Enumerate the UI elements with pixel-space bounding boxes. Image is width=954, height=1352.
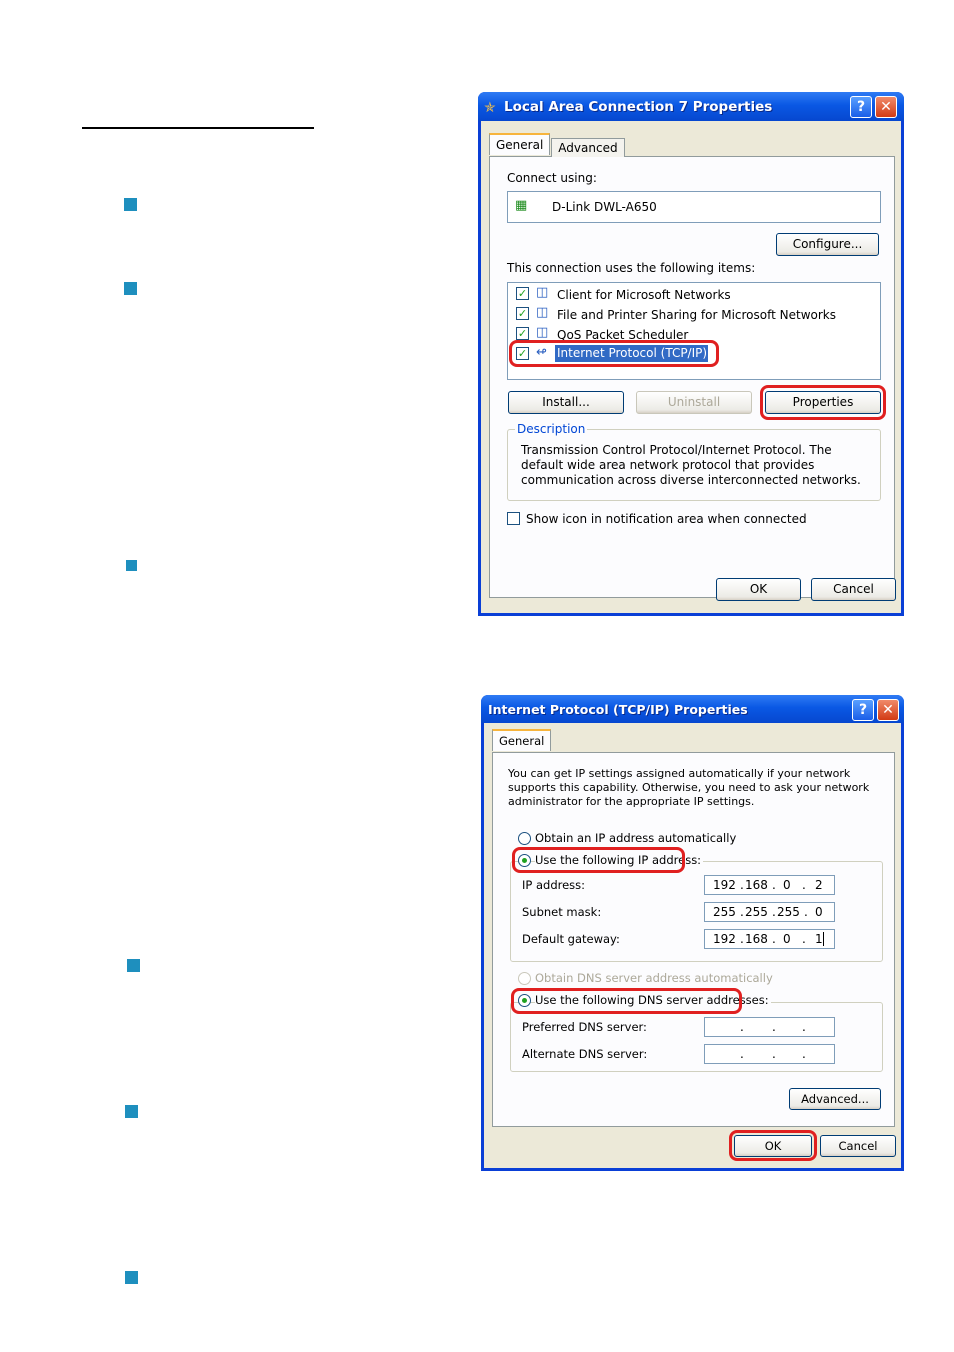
subnet-octet-4: 0	[815, 905, 823, 919]
ip-octet-2: 168	[745, 878, 768, 892]
client-icon: ◫	[536, 285, 549, 300]
service-icon: ◫	[536, 305, 549, 320]
configure-button[interactable]: Configure...	[776, 233, 879, 256]
use-ip-label[interactable]: Use the following IP address:	[535, 853, 702, 867]
obtain-dns-radio	[518, 972, 531, 985]
file-printer-sharing-label[interactable]: File and Printer Sharing for Microsoft Networks	[557, 308, 836, 322]
ok-highlight	[729, 1130, 817, 1161]
network-card-icon: ▦	[515, 198, 528, 213]
default-gateway-input[interactable]: 192 . 168 . 0 . 1	[704, 929, 835, 949]
gateway-octet-2: 168	[745, 932, 768, 946]
preferred-dns-input[interactable]: . . .	[704, 1017, 835, 1037]
tcpip-intro-text: You can get IP settings assigned automatically if your network supports this capability. Otherwise, you need to ask your network administrator for the appropriate IP settings.	[508, 767, 870, 808]
description-title: Description	[517, 422, 586, 436]
subnet-mask-label: Subnet mask:	[522, 905, 602, 919]
protocol-icon: ↫	[536, 345, 547, 360]
bullet-1	[124, 198, 137, 211]
file-printer-sharing-checkbox[interactable]: ✓	[517, 307, 528, 320]
ok-button[interactable]: OK	[716, 578, 801, 601]
gateway-octet-1: 192	[713, 932, 736, 946]
bullet-2	[124, 282, 137, 295]
subnet-octet-2: 255	[745, 905, 768, 919]
install-button[interactable]: Install...	[508, 391, 624, 414]
use-dns-label[interactable]: Use the following DNS server addresses:	[535, 993, 769, 1007]
tab-general[interactable]: General	[489, 133, 550, 155]
properties-button[interactable]: Properties	[765, 391, 881, 414]
tcpip-title-bar[interactable]	[481, 695, 904, 723]
tcpip-client-area	[484, 723, 901, 1168]
obtain-ip-label[interactable]: Obtain an IP address automatically	[535, 831, 737, 845]
subnet-octet-3: 255	[777, 905, 800, 919]
tcpip-properties-window	[481, 695, 904, 1171]
lac-properties-window	[478, 92, 904, 616]
items-label: This connection uses the following items:	[507, 261, 756, 275]
obtain-ip-radio[interactable]	[518, 832, 531, 845]
qos-scheduler-checkbox[interactable]: ✓	[517, 327, 528, 340]
ip-octet-1: 192	[713, 878, 736, 892]
alternate-dns-input[interactable]: . . .	[704, 1044, 835, 1064]
network-connection-icon: ✯	[484, 100, 496, 116]
ip-octet-3: 0	[783, 878, 791, 892]
tcpip-tabs	[492, 732, 552, 751]
tcpip-window-title: Internet Protocol (TCP/IP) Properties	[488, 702, 748, 717]
advanced-button[interactable]: Advanced...	[789, 1088, 881, 1110]
adapter-box	[507, 191, 881, 223]
qos-scheduler-label[interactable]: QoS Packet Scheduler	[557, 328, 689, 342]
use-ip-highlight	[512, 847, 685, 873]
cancel-button[interactable]: Cancel	[820, 1135, 896, 1157]
bullet-3	[126, 560, 137, 571]
text-caret	[823, 932, 824, 946]
tab-general[interactable]: General	[492, 729, 551, 751]
section-rule	[82, 127, 314, 129]
lac-window-title: Local Area Connection 7 Properties	[504, 99, 773, 115]
subnet-octet-1: 255	[713, 905, 736, 919]
tab-advanced[interactable]: Advanced	[551, 138, 624, 157]
bullet-4	[127, 959, 140, 972]
close-button[interactable]: ✕	[875, 96, 897, 118]
cancel-button[interactable]: Cancel	[811, 578, 896, 601]
obtain-dns-label: Obtain DNS server address automatically	[535, 971, 773, 985]
subnet-mask-input[interactable]: 255 . 255 . 255 . 0	[704, 902, 835, 922]
show-icon-label[interactable]: Show icon in notification area when connected	[526, 512, 807, 526]
adapter-name: D-Link DWL-A650	[552, 200, 657, 214]
gateway-octet-3: 0	[783, 932, 791, 946]
alternate-dns-label: Alternate DNS server:	[522, 1047, 648, 1061]
lac-tabs	[489, 136, 626, 157]
close-button[interactable]: ✕	[877, 699, 899, 721]
bullet-5	[125, 1105, 138, 1118]
properties-highlight	[760, 385, 886, 420]
ip-address-label: IP address:	[522, 878, 586, 892]
service-icon: ◫	[536, 325, 549, 340]
tcpip-highlight	[509, 340, 719, 367]
preferred-dns-label: Preferred DNS server:	[522, 1020, 647, 1034]
use-dns-highlight	[511, 988, 742, 1014]
client-ms-networks-checkbox[interactable]: ✓	[517, 287, 528, 300]
description-text: Transmission Control Protocol/Internet Protocol. The default wide area network protocol that provides communication across diverse interconnected networks.	[521, 443, 861, 487]
gateway-octet-4: 1	[815, 932, 823, 946]
connect-using-label: Connect using:	[507, 171, 597, 185]
bullet-6	[125, 1271, 138, 1284]
tcpip-label: Internet Protocol (TCP/IP)	[557, 346, 708, 360]
default-gateway-label: Default gateway:	[522, 932, 620, 946]
lac-title-bar[interactable]	[478, 92, 904, 121]
ok-button[interactable]: OK	[734, 1135, 812, 1157]
client-ms-networks-label[interactable]: Client for Microsoft Networks	[557, 288, 731, 302]
show-icon-checkbox[interactable]	[507, 512, 520, 525]
lac-client-area	[481, 121, 901, 613]
ip-octet-4: 2	[815, 878, 823, 892]
help-button[interactable]: ?	[850, 96, 872, 118]
help-button[interactable]: ?	[852, 699, 874, 721]
tcpip-checkbox[interactable]: ✓	[517, 347, 528, 360]
uninstall-button: Uninstall	[636, 391, 752, 414]
ip-address-input[interactable]: 192 . 168 . 0 . 2	[704, 875, 835, 895]
